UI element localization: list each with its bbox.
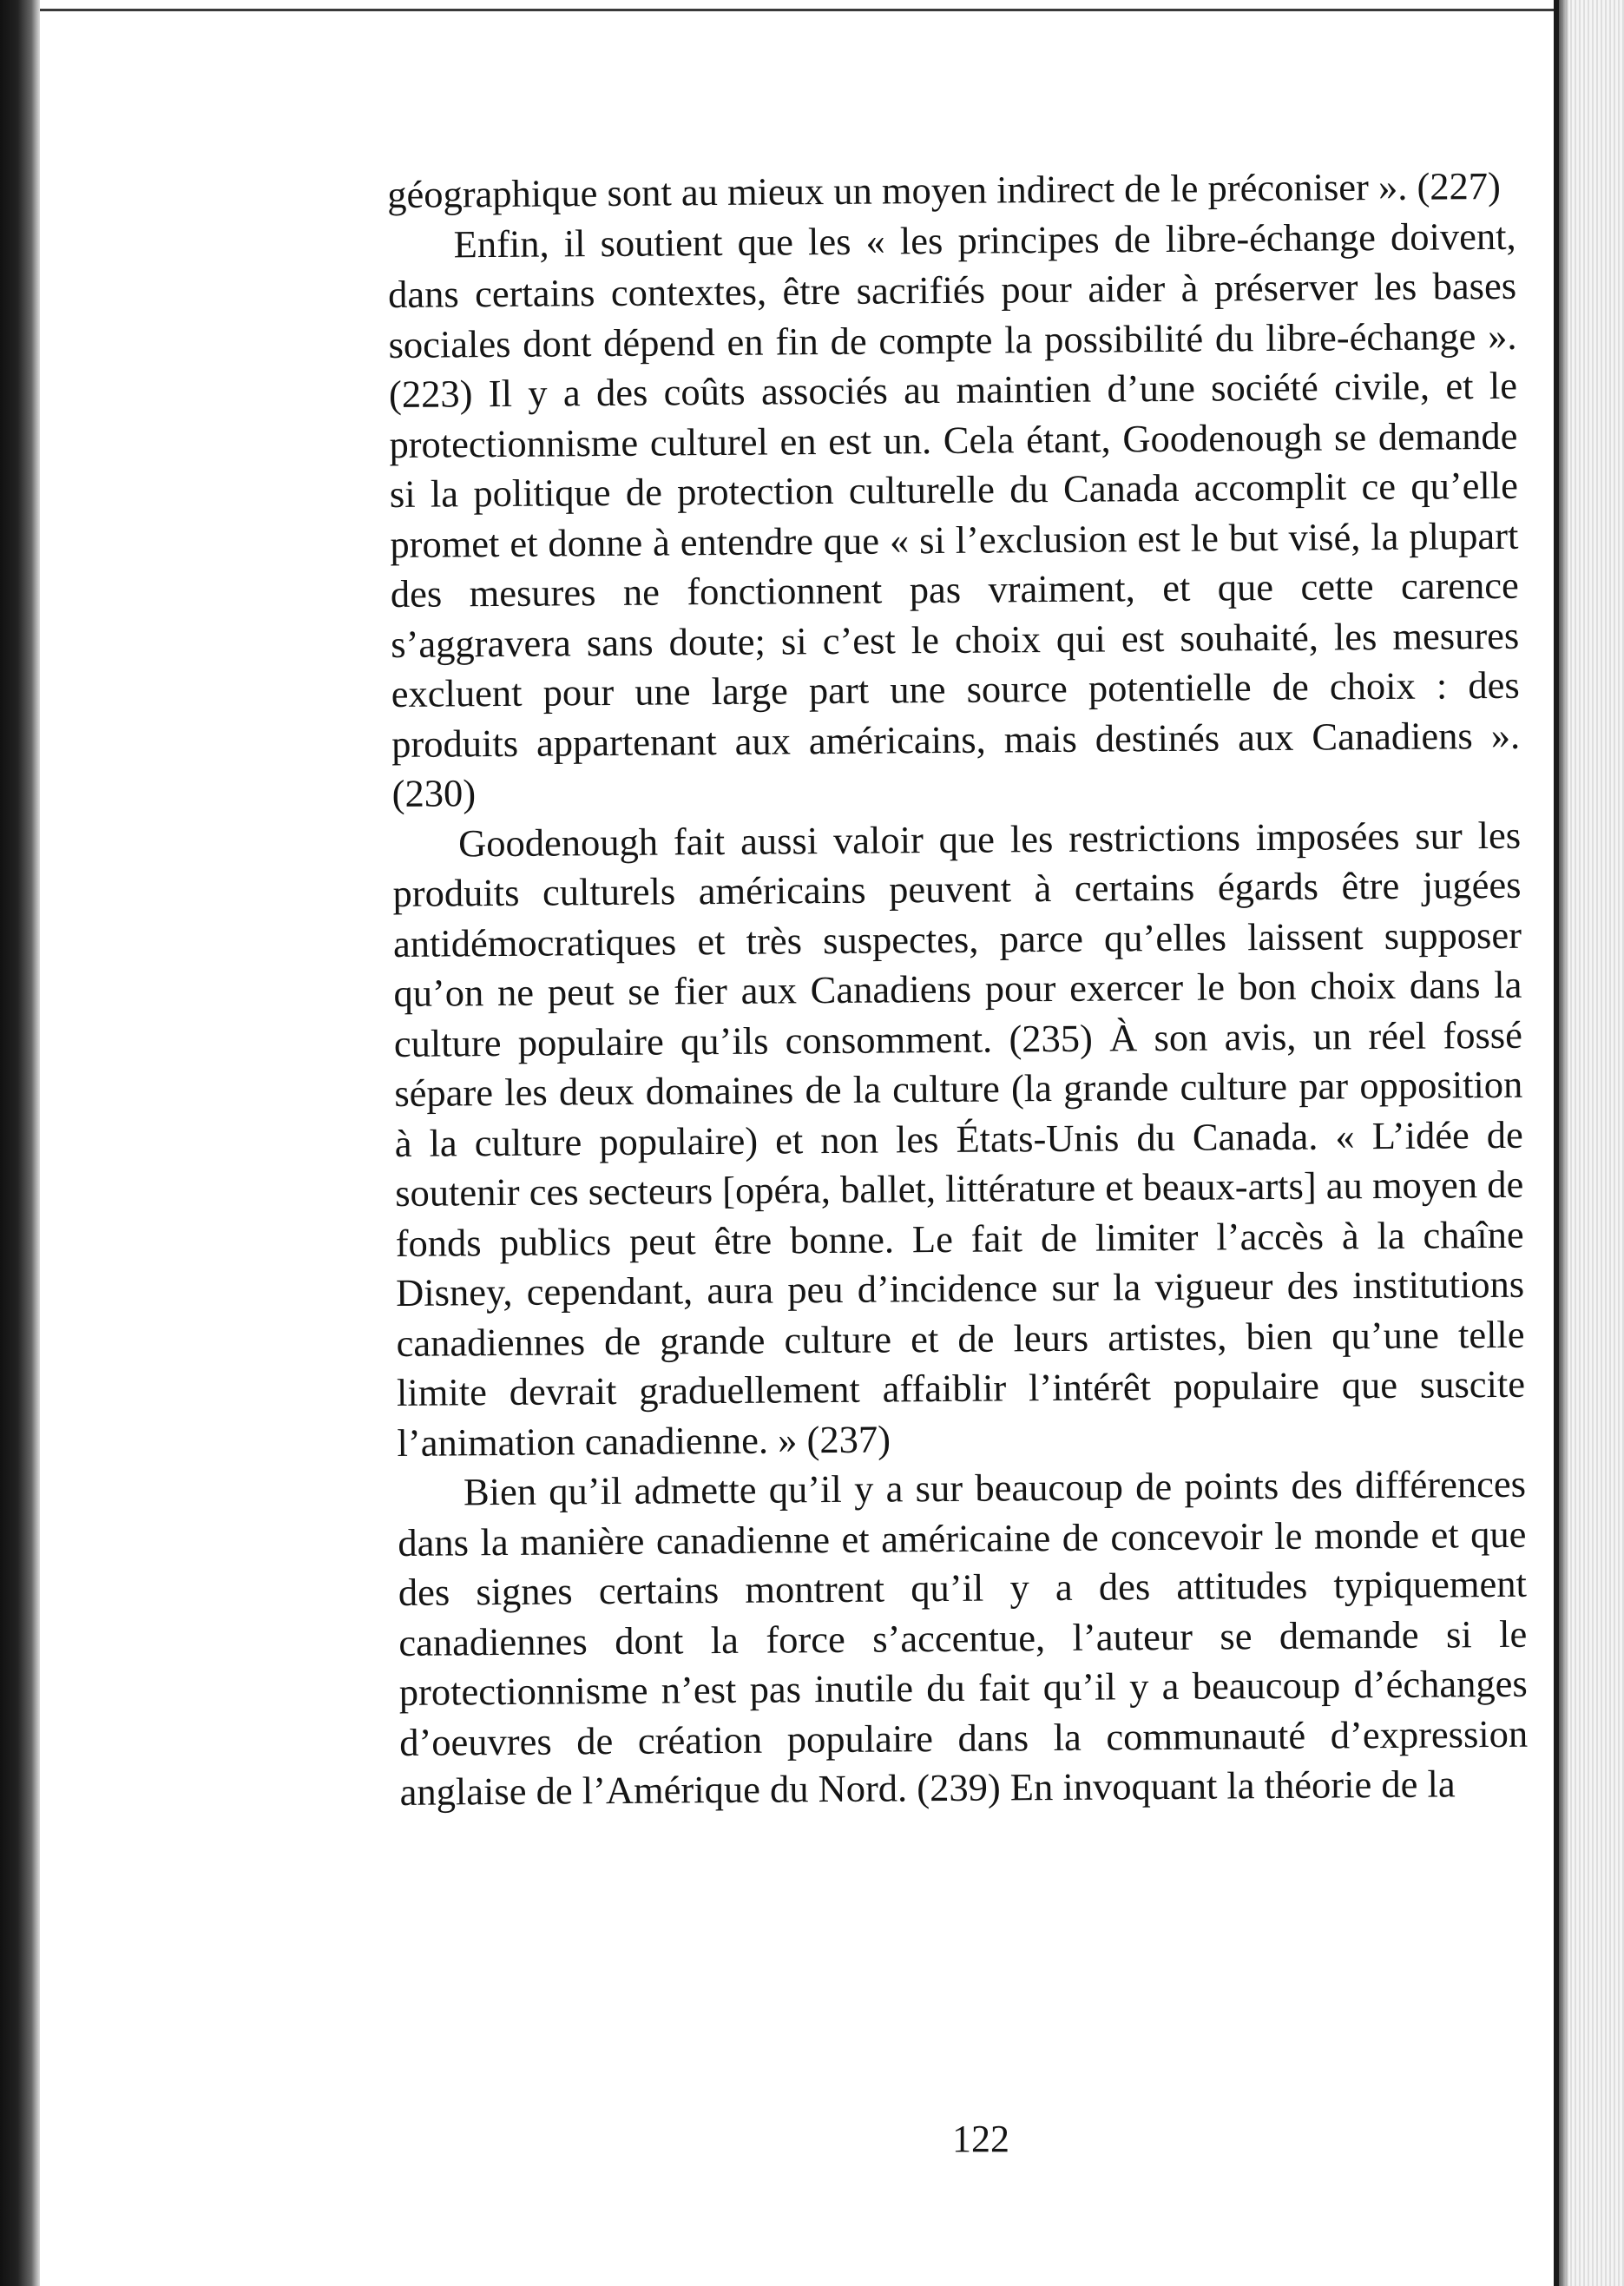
page-body [387,161,1529,1818]
page-number: 122 [952,2118,1009,2160]
book-gutter-shadow [1559,0,1569,2286]
scan-edge-left [0,0,40,2286]
paragraph-enfin: Enfin, il soutient que les « les principes de libre-échange doivent, dans certains contextes, être sacrifiés pour aider à préserver les bases sociales dont dépend en fin de compte la possibilité du libre-échange ». (223) Il y a des coûts associés au maintien d’une société civile, et le protectionnisme culturel en est un. Cela étant, Goodenough se demande si la politique de protection culturelle du Canada accomplit ce qu’elle promet et donne à entendre que « si l’exclusion est le but visé, la plupart des mesures ne fonctionnent pas vraiment, et que cette carence s’aggravera sans doute; si c’est le choix qui est souhaité, les mesures excluent pour une large part une source potentielle de choix : des produits appartenant aux américains, mais destinés aux Canadiens ». (230) [387,214,1521,815]
scan-top-rule [40,9,1554,11]
paragraph-bien-qu-il: Bien qu’il admette qu’il y a sur beaucoup de points des différences dans la manière canadienne et américaine de concevoir le monde et que des signes certains montrent qu’il y a des attitudes typiquement canadiennes dont la force s’accentue, l’auteur se demande si le protectionnisme n’est pas inutile du fait qu’il y a beaucoup d’échanges d’oeuvres de création populaire dans la communauté d’expression anglaise de l’Amérique du Nord. (239) En invoquant la théorie de la [398,1461,1529,1814]
paragraph-continuation: géographique sont au mieux un moyen indirect de le préconiser ». (227) [387,163,1502,216]
paragraph-goodenough: Goodenough fait aussi valoir que les restrictions imposées sur les produits culturels américains peuvent à certains égards être jugées antidémocratiques et très suspectes, parce qu’elles laissent supposer qu’on ne peut se fier aux Canadiens pour exercer le bon choix dans la culture populaire qu’ils consomment. (235) À son avis, un réel fossé sépare les deux domaines de la culture (la grande culture par opposition à la culture populaire) et non les États-Unis du Canada. « L’idée de soutenir ces secteurs [opéra, ballet, littérature et beaux-arts] au moyen de fonds publics peut être bonne. Le fait de limiter l’accès à la chaîne Disney, cependant, aura peu d’incidence sur la vigueur des institutions canadiennes de grande culture et de leurs artistes, bien qu’une telle limite devrait graduellement affaiblir l’intérêt populaire que suscite l’animation canadienne. » (237) [392,813,1526,1465]
